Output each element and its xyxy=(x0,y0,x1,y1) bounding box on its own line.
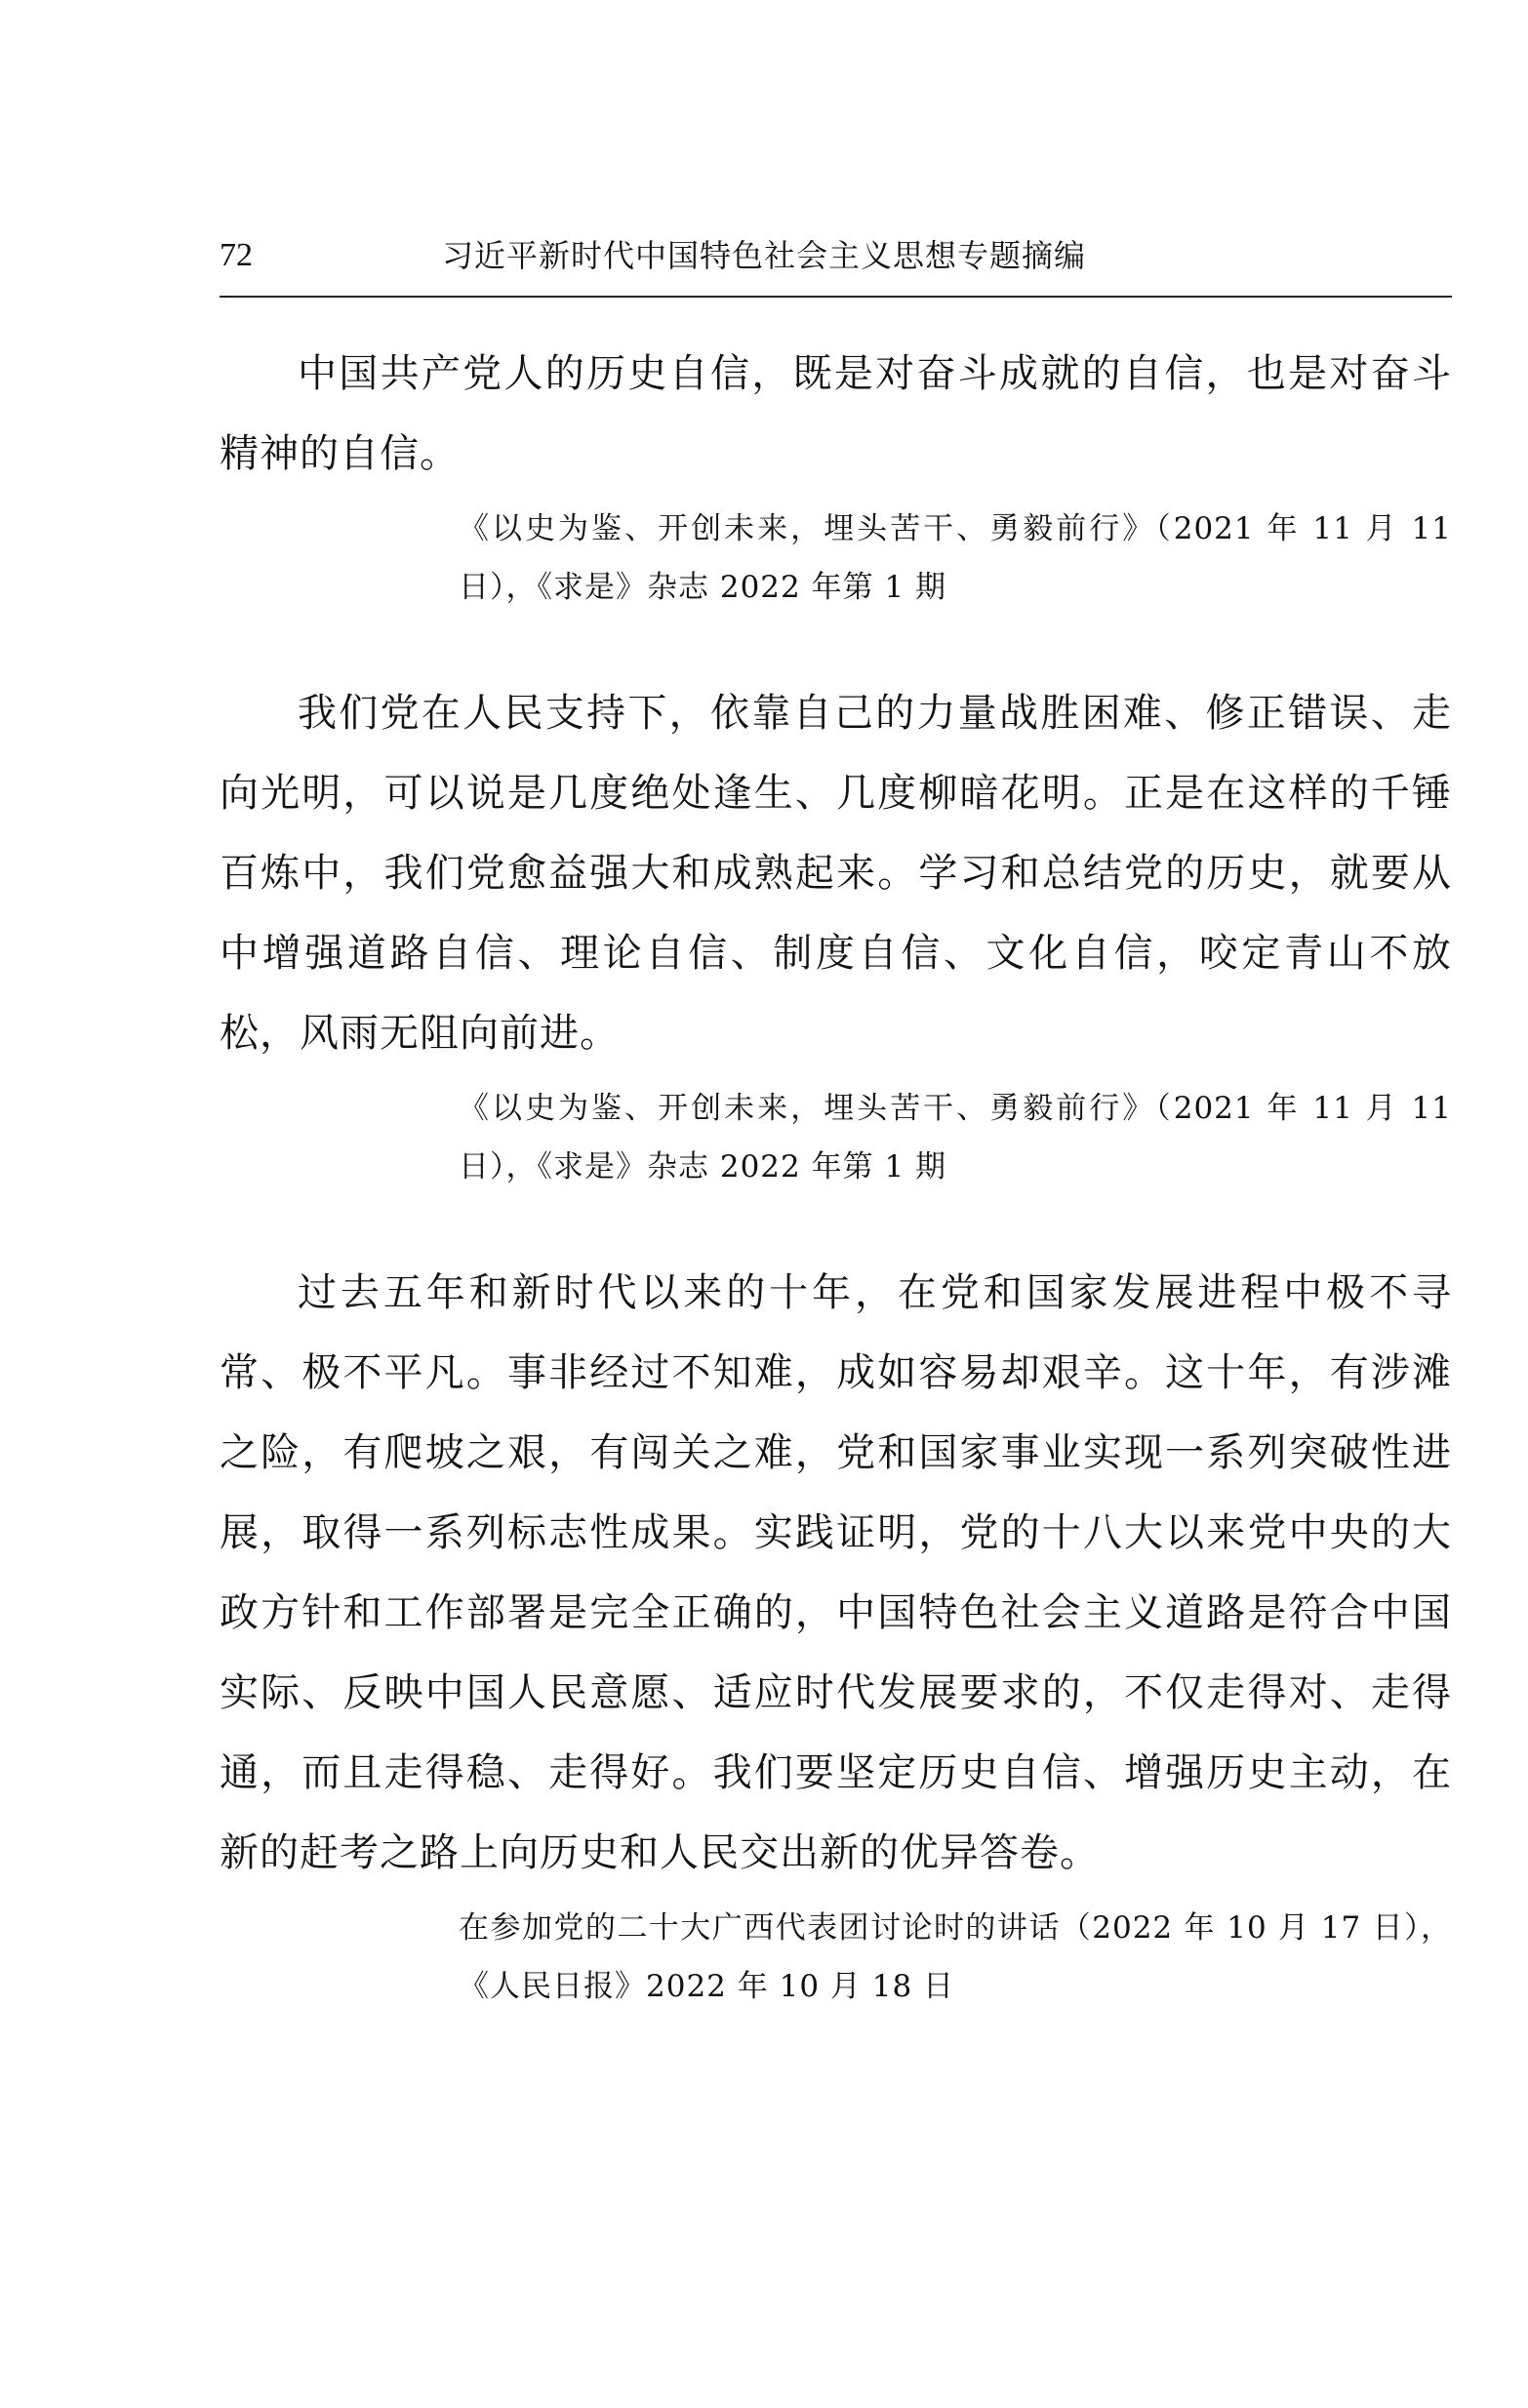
page-body xyxy=(220,334,1452,2016)
quote-text: 中国共产党人的历史自信，既是对奋斗成就的自信，也是对奋斗精神的自信。 xyxy=(220,351,1452,476)
quote-block xyxy=(220,1253,1452,2016)
quote-source: 在参加党的二十大广西代表团讨论时的讲话（2022 年 10 月 17 日），《人民日报》2022 年 10 月 18 日 xyxy=(459,1910,1452,2004)
header-rule xyxy=(220,296,1452,298)
quote-source: 《以史为鉴、开创未来，埋头苦干、勇毅前行》（2021 年 11 月 11 日），《求是》杂志 2022 年第 1 期 xyxy=(459,1091,1452,1184)
quote-source: 《以史为鉴、开创未来，埋头苦干、勇毅前行》（2021 年 11 月 11 日），《求是》杂志 2022 年第 1 期 xyxy=(459,511,1452,605)
quote-block xyxy=(220,673,1452,1196)
quote-text: 我们党在人民支持下，依靠自己的力量战胜困难、修正错误、走向光明，可以说是几度绝处逢生、几度柳暗花明。正是在这样的千锤百炼中，我们党愈益强大和成熟起来。学习和总结党的历史，就要从中增强道路自信、理论自信、制度自信、文化自信，咬定青山不放松，风雨无阻向前进。 xyxy=(220,691,1452,1056)
running-title: 习近平新时代中国特色社会主义思想专题摘编 xyxy=(442,237,1087,274)
quote-text: 过去五年和新时代以来的十年，在党和国家发展进程中极不寻常、极不平凡。事非经过不知难，成如容易却艰辛。这十年，有涉滩之险，有爬坡之艰，有闯关之难，党和国家事业实现一系列突破性进展，取得一系列标志性成果。实践证明，党的十八大以来党中央的大政方针和工作部署是完全正确的，中国特色社会主义道路是符合中国实际、反映中国人民意愿、适应时代发展要求的，不仅走得对、走得通，而且走得稳、走得好。我们要坚定历史自信、增强历史主动，在新的赶考之路上向历史和人民交出新的优异答卷。 xyxy=(220,1270,1452,1875)
quote-block xyxy=(220,334,1452,617)
page-number: 72 xyxy=(220,237,253,273)
page-header xyxy=(220,230,1452,289)
